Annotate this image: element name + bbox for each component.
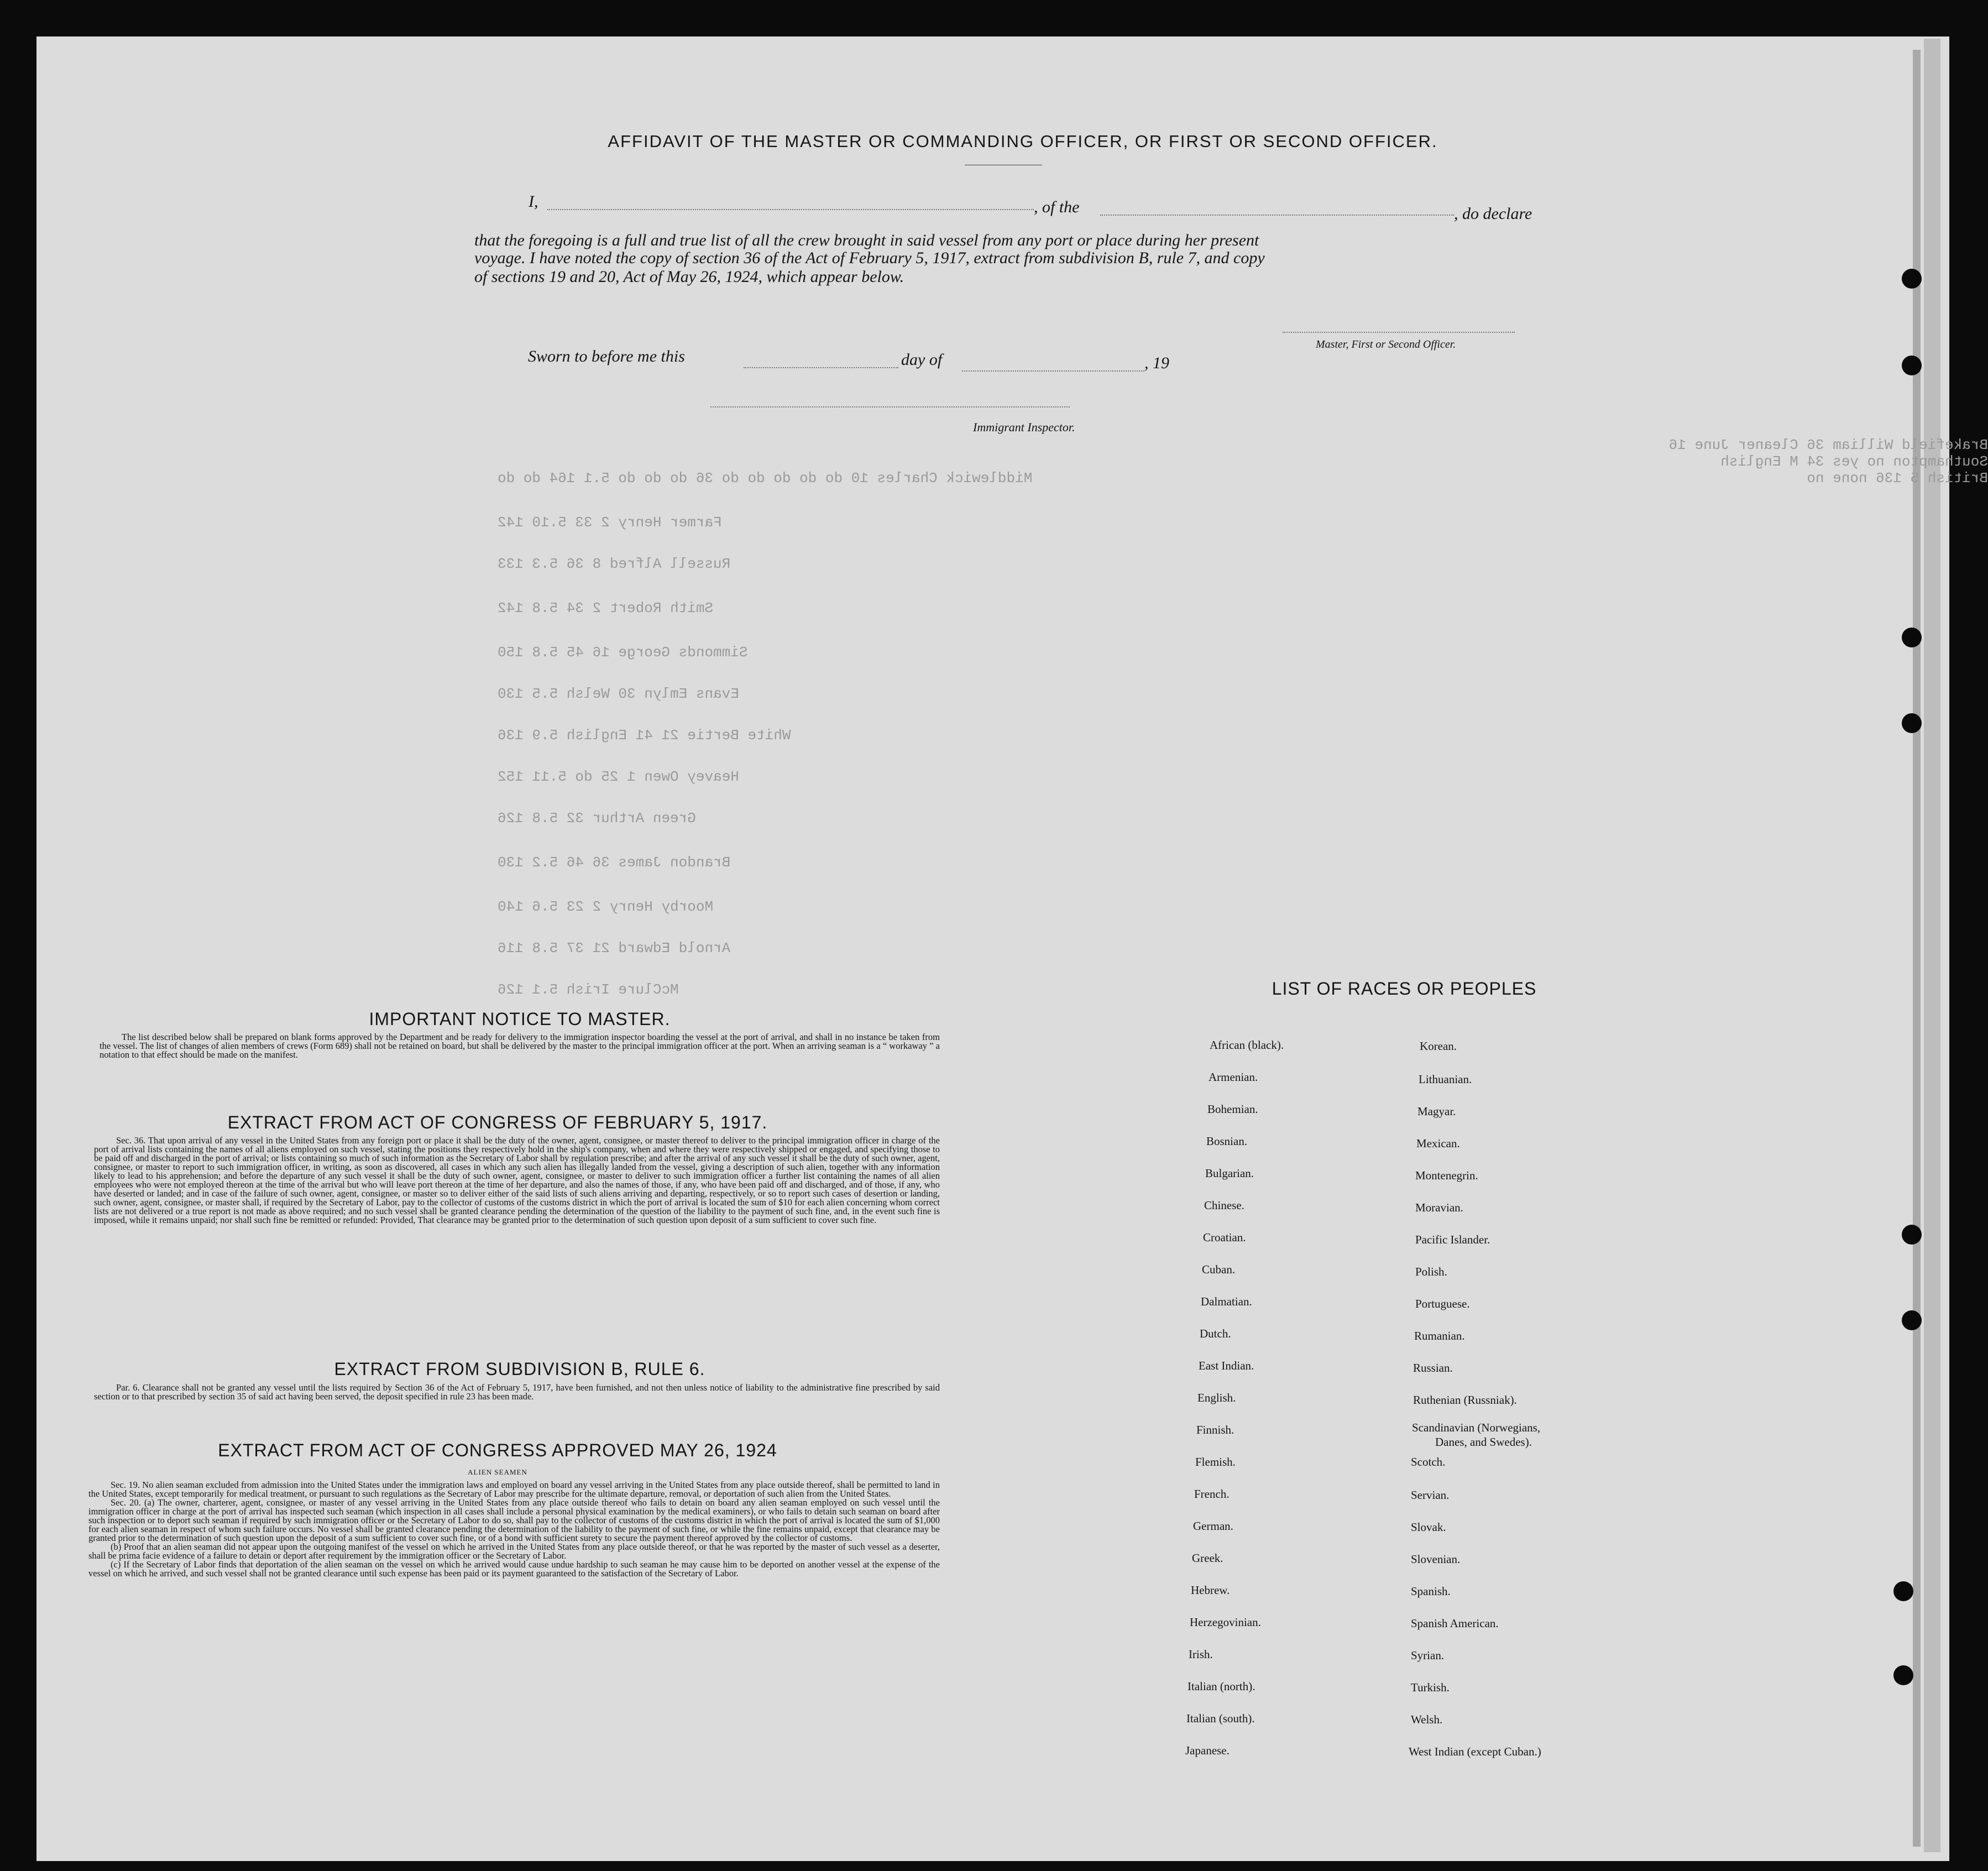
- affidavit-title: AFFIDAVIT OF THE MASTER OR COMMANDING OFFICER, OR FIRST OR SECOND OFFICER.: [608, 132, 1438, 151]
- race-item: German.: [1193, 1519, 1233, 1533]
- inspector-label: Immigrant Inspector.: [973, 420, 1075, 434]
- race-item: Pacific Islander.: [1415, 1233, 1490, 1246]
- name-blank[interactable]: [547, 209, 1034, 210]
- punch-hole: [1902, 1310, 1922, 1330]
- sworn-label: Sworn to before me this: [528, 347, 685, 365]
- race-item: Slovenian.: [1411, 1553, 1461, 1566]
- race-item: Italian (north).: [1187, 1680, 1255, 1693]
- race-item: Spanish.: [1411, 1585, 1451, 1598]
- race-item: Cuban.: [1202, 1263, 1236, 1276]
- race-item: Rumanian.: [1414, 1329, 1465, 1342]
- race-item: Bosnian.: [1206, 1135, 1248, 1148]
- sec36-paragraph: Sec. 36. That upon arrival of any vessel in the United States from any foreign port or place it shall be the duty of the owner, agent, consignee, or master thereof to deliver to the principal immigration officer in charge of the port of arrival lists containing the names of all aliens employed on such vessel, stating the positions they respectively hold in the ship's company, when and where they were respectively shipped or engaged, and specifying those to be paid off and discharged in the port of arrival; or lists containing so much of such information as the Secretary of Labor shall by regulation prescribe; and after the arrival of any such vessel it shall be the duty of such owner, agent, consignee, or master to report to such immigration officer, in writing, as soon as discovered, all cases in which any such alien has illegally landed from the vessel, giving a description of such alien, together with any information likely to lead to his apprehension; and before the departure of any such vessel it shall be the duty of such owner, agent, consignee, or master to deliver to such immigration officer a further list containing the names of all alien employees who were not employed thereon at the time of the arrival but who will leave port thereon at the time of her departure, and also the names of those, if any, who have been paid off and discharged, and of those, if any, who have deserted or landed; and in case of the failure of such owner, agent, consignee, or master so to deliver either of the said lists of such aliens arriving and departing, respectively, or so to report such cases of desertion or landing, such owner, agent, consignee, or master shall, if required by the Secretary of Labor, pay to the collector of customs of the customs district in which the port of arrival is located the sum of $10 for each alien concerning whom correct lists are not delivered or a true report is not made as above required; and no such vessel shall be granted clearance pending the determination of the question of the liability to the payment of such fine, and, in the event such fine is imposed, while it remains unpaid; nor shall such fine be remitted or refunded: Provided, That clearance may be granted prior to the determination of such question upon deposit of a sum sufficient to cover such fine.: [94, 1135, 940, 1225]
- sec19-paragraph: Sec. 19. No alien seaman excluded from admission into the United States under the immigration laws and employed on board any vessel arriving in the United States from any place outside thereof, shall be permitted to land in the United States, except temporarily for medical treatment, or pursuant to such regulations as the Secretary of Labor may prescribe for the ultimate departure, removal, or deportation of such alien from the United States.: [88, 1480, 940, 1499]
- sec20c-paragraph: (c) If the Secretary of Labor finds that deportation of the alien seaman on the vessel on which he arrived would cause undue hardship to such seaman he may cause him to be deported on another vessel at the expense of the vessel on which he arrived, and such vessel shall not be granted clearance until such expense has been paid or its payment guaranteed to the satisfaction of the Secretary of Labor.: [88, 1559, 940, 1579]
- race-item: Russian.: [1413, 1361, 1453, 1374]
- punch-hole: [1893, 1581, 1913, 1601]
- extract-1924-text: [88, 1481, 940, 1578]
- punch-hole: [1902, 356, 1922, 375]
- master-signature-label: Master, First or Second Officer.: [1316, 338, 1456, 351]
- race-item: Spanish American.: [1411, 1617, 1499, 1630]
- race-item: Montenegrin.: [1415, 1169, 1478, 1182]
- race-item: French.: [1194, 1487, 1230, 1501]
- affidavit-of-the: , of the: [1034, 198, 1080, 216]
- race-item: Armenian.: [1209, 1070, 1258, 1084]
- race-item: Slovak.: [1411, 1520, 1446, 1534]
- race-item: Dalmatian.: [1201, 1295, 1252, 1308]
- race-item: Bohemian.: [1207, 1102, 1258, 1116]
- race-item: Bulgarian.: [1205, 1167, 1254, 1180]
- race-item: Portuguese.: [1415, 1297, 1470, 1310]
- punch-hole: [1902, 269, 1922, 289]
- punch-hole: [1902, 1225, 1922, 1245]
- race-item: English.: [1197, 1391, 1236, 1404]
- rule6-text: [94, 1383, 940, 1401]
- day-of-label: day of: [901, 351, 943, 369]
- race-item: Servian.: [1411, 1488, 1450, 1502]
- race-item: Turkish.: [1411, 1681, 1450, 1694]
- race-item: Moravian.: [1415, 1201, 1463, 1214]
- race-item: West Indian (except Cuban.): [1409, 1745, 1541, 1758]
- extract-1917-text: [94, 1136, 940, 1225]
- extract-1924-title: EXTRACT FROM ACT OF CONGRESS APPROVED MAY 26, 1924: [218, 1440, 777, 1460]
- notice-text: [100, 1033, 940, 1059]
- race-item: Polish.: [1415, 1265, 1447, 1278]
- race-item: Herzegovinian.: [1190, 1616, 1261, 1629]
- race-item: Ruthenian (Russniak).: [1413, 1393, 1517, 1407]
- notice-paragraph: The list described below shall be prepared on blank forms approved by the Department and be ready for delivery to the immigration inspector boarding the vessel at the port of arrival, and shall in no instance be taken from the vessel. The list of changes of alien members of crews (Form 689) shall not be retained on board, but shall be delivered by the master to the principal immigration officer at the port. When an arriving seaman is a “ workaway ” a notation to that effect should be made on the manifest.: [100, 1032, 940, 1060]
- race-item: African (black).: [1210, 1038, 1284, 1052]
- sec20a-paragraph: Sec. 20. (a) The owner, charterer, agent, consignee, or master of any vessel arriving in the United States from any place outside thereof who fails to detain on board any alien seaman employed on such vessel until the immigration officer in charge at the port of arrival has inspected such seaman (which inspection in all cases shall include a personal physical examination by the medical examiners), or who fails to detain such seaman on board after such inspection or to deport such seaman if required by such immigration officer or the Secretary of Labor to do so, shall pay to the collector of customs of the customs district in which the port of arrival is located the sum of $1,000 for each alien seaman in respect of whom such failure occurs. No vessel shall be granted clearance pending the determination of the liability to the payment of such fine, or while the fine remains unpaid, except that clearance may be granted prior to the determination of such question upon the deposit of a sum sufficient to cover such fine, or of a bond with sufficient surety to secure the payment thereof approved by the collector of customs.: [88, 1497, 940, 1543]
- par6-paragraph: Par. 6. Clearance shall not be granted any vessel until the lists required by Section 36 of the Act of February 5, 1917, have been furnished, and not then unless notice of liability to the administrative fine prescribed by said section or to that prescribed by section 35 of said act having been served, the deposit specified in rule 23 has been made.: [94, 1382, 940, 1402]
- race-item: Japanese.: [1185, 1744, 1230, 1757]
- sworn-month-blank[interactable]: [962, 370, 1144, 372]
- race-item: Chinese.: [1204, 1199, 1244, 1212]
- race-item: Danes, and Swedes).: [1435, 1435, 1532, 1449]
- race-item: East Indian.: [1199, 1359, 1254, 1372]
- race-item: Syrian.: [1411, 1649, 1445, 1662]
- vessel-blank[interactable]: [1100, 215, 1454, 216]
- race-item: Hebrew.: [1191, 1583, 1230, 1597]
- document-page: [36, 36, 1949, 1861]
- inspector-signature-line[interactable]: [710, 406, 1070, 407]
- affidavit-i-label: I,: [529, 192, 538, 211]
- affidavit-line1: that the foregoing is a full and true list of all the crew brought in said vessel from any port or place during her present: [474, 231, 1259, 249]
- affidavit-do-declare: , do declare: [1454, 205, 1532, 223]
- year-label: , 19: [1144, 354, 1169, 372]
- race-item: Dutch.: [1200, 1327, 1231, 1340]
- notice-title: IMPORTANT NOTICE TO MASTER.: [369, 1009, 671, 1029]
- race-item: Magyar.: [1417, 1105, 1456, 1118]
- race-item: Welsh.: [1411, 1713, 1443, 1726]
- race-item: Irish.: [1189, 1648, 1213, 1661]
- race-item: Croatian.: [1203, 1231, 1246, 1244]
- race-item: Finnish.: [1196, 1423, 1234, 1436]
- page-edge-right-inner: [1913, 50, 1921, 1847]
- race-item: Italian (south).: [1186, 1712, 1255, 1725]
- race-item: Mexican.: [1416, 1137, 1460, 1150]
- race-item: Greek.: [1192, 1551, 1223, 1565]
- master-signature-line[interactable]: [1283, 332, 1515, 333]
- rule6-title: EXTRACT FROM SUBDIVISION B, RULE 6.: [334, 1359, 705, 1379]
- sworn-day-blank[interactable]: [744, 367, 898, 368]
- page-edge-right: [1924, 39, 1940, 1852]
- affidavit-line3: of sections 19 and 20, Act of May 26, 1924, which appear below.: [474, 268, 904, 286]
- extract-1917-title: EXTRACT FROM ACT OF CONGRESS OF FEBRUARY 5, 1917.: [227, 1112, 768, 1132]
- race-item: Scandinavian (Norwegians,: [1412, 1421, 1541, 1434]
- punch-hole: [1902, 628, 1922, 647]
- race-item: Scotch.: [1411, 1455, 1446, 1468]
- race-item: Flemish.: [1195, 1455, 1236, 1468]
- punch-hole: [1893, 1665, 1913, 1685]
- sec20b-paragraph: (b) Proof that an alien seaman did not appear upon the outgoing manifest of the vessel on which he arrived in the United States from any place outside thereof, or that he was reported by the master of such vessel as a deserter, shall be prima facie evidence of a failure to detain or deport after requirement by the immigration officer or the Secretary of Labor.: [88, 1541, 940, 1561]
- alien-seamen-subtitle: ALIEN SEAMEN: [468, 1468, 527, 1476]
- punch-hole: [1902, 713, 1922, 733]
- race-item: Korean.: [1420, 1039, 1457, 1053]
- races-title: LIST OF RACES OR PEOPLES: [1272, 979, 1537, 999]
- affidavit-line2: voyage. I have noted the copy of section 36 of the Act of February 5, 1917, extract from subdivision B, rule 7, and copy: [474, 249, 1265, 267]
- race-item: Lithuanian.: [1419, 1073, 1472, 1086]
